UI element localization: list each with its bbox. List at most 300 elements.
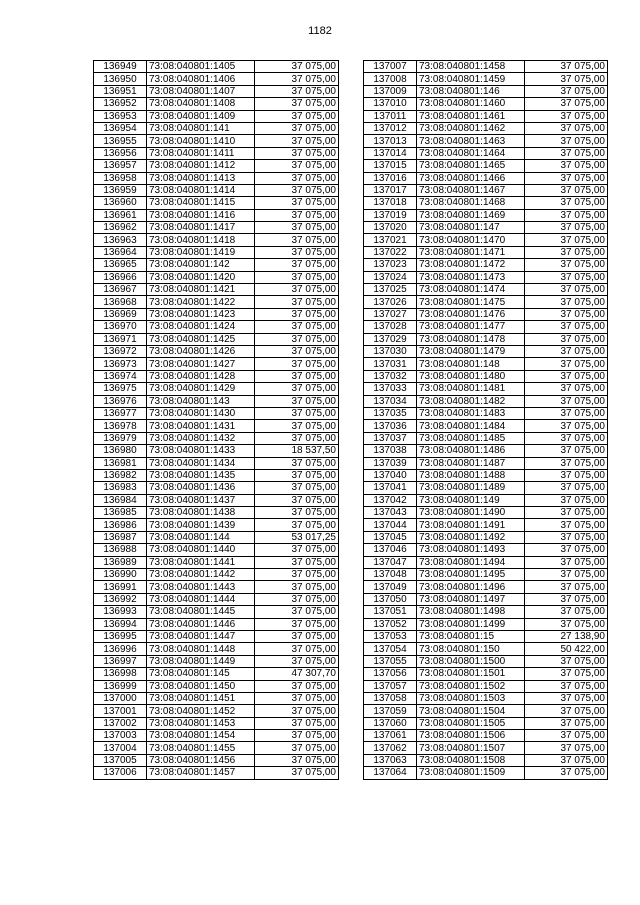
value-cell: 37 075,00 — [525, 420, 608, 432]
value-cell: 37 075,00 — [525, 606, 608, 618]
value-cell: 37 075,00 — [525, 507, 608, 519]
row-number-cell: 136998 — [94, 668, 147, 680]
value-cell: 37 075,00 — [255, 705, 339, 717]
row-number-cell: 137034 — [364, 395, 417, 407]
cadastral-number-cell: 73:08:040801:1481 — [417, 383, 525, 395]
cadastral-number-cell: 73:08:040801:1473 — [417, 271, 525, 283]
table-row — [364, 420, 608, 432]
table-row — [94, 618, 339, 630]
row-number-cell: 137055 — [364, 655, 417, 667]
row-number-cell: 137000 — [94, 692, 147, 704]
value-cell: 37 075,00 — [525, 147, 608, 159]
cadastral-number-cell: 73:08:040801:1502 — [417, 680, 525, 692]
table-row — [364, 507, 608, 519]
cadastral-number-cell: 73:08:040801:1412 — [147, 160, 255, 172]
table-row — [94, 246, 339, 258]
table-row — [94, 519, 339, 531]
value-cell: 37 075,00 — [525, 705, 608, 717]
row-number-cell: 137027 — [364, 308, 417, 320]
value-cell: 37 075,00 — [525, 531, 608, 543]
row-number-cell: 137005 — [94, 754, 147, 766]
cadastral-number-cell: 73:08:040801:1498 — [417, 606, 525, 618]
value-cell: 37 075,00 — [525, 246, 608, 258]
cadastral-number-cell: 73:08:040801:1486 — [417, 445, 525, 457]
table-row — [364, 284, 608, 296]
table-row — [364, 742, 608, 754]
cadastral-number-cell: 73:08:040801:142 — [147, 259, 255, 271]
value-cell: 37 075,00 — [525, 61, 608, 73]
row-number-cell: 137023 — [364, 259, 417, 271]
row-number-cell: 136960 — [94, 197, 147, 209]
value-cell: 37 075,00 — [525, 73, 608, 85]
cadastral-number-cell: 73:08:040801:1501 — [417, 668, 525, 680]
table-row — [94, 345, 339, 357]
cadastral-number-cell: 73:08:040801:1451 — [147, 692, 255, 704]
page-number: 1182 — [308, 25, 332, 37]
row-number-cell: 137043 — [364, 507, 417, 519]
cadastral-number-cell: 73:08:040801:1509 — [417, 767, 525, 779]
table-row — [94, 383, 339, 395]
value-cell: 37 075,00 — [255, 370, 339, 382]
row-number-cell: 137049 — [364, 581, 417, 593]
value-cell: 37 075,00 — [525, 197, 608, 209]
row-number-cell: 136988 — [94, 544, 147, 556]
table-row — [94, 457, 339, 469]
row-number-cell: 136961 — [94, 209, 147, 221]
cadastral-number-cell: 73:08:040801:1415 — [147, 197, 255, 209]
value-cell: 37 075,00 — [255, 172, 339, 184]
row-number-cell: 137007 — [364, 61, 417, 73]
row-number-cell: 137021 — [364, 234, 417, 246]
table-row — [364, 432, 608, 444]
cadastral-number-cell: 73:08:040801:1496 — [417, 581, 525, 593]
row-number-cell: 137060 — [364, 717, 417, 729]
table-row — [94, 507, 339, 519]
value-cell: 50 422,00 — [525, 643, 608, 655]
cadastral-number-cell: 73:08:040801:1421 — [147, 284, 255, 296]
row-number-cell: 137008 — [364, 73, 417, 85]
table-row — [364, 370, 608, 382]
value-cell: 37 075,00 — [525, 519, 608, 531]
table-row — [364, 482, 608, 494]
cadastral-number-cell: 73:08:040801:1506 — [417, 730, 525, 742]
row-number-cell: 136981 — [94, 457, 147, 469]
cadastral-number-cell: 73:08:040801:1492 — [417, 531, 525, 543]
row-number-cell: 136990 — [94, 569, 147, 581]
table-row — [364, 122, 608, 134]
row-number-cell: 137038 — [364, 445, 417, 457]
table-row — [364, 445, 608, 457]
cadastral-number-cell: 73:08:040801:1474 — [417, 284, 525, 296]
table-row — [94, 85, 339, 97]
cadastral-number-cell: 73:08:040801:1420 — [147, 271, 255, 283]
value-cell: 37 075,00 — [255, 246, 339, 258]
value-cell: 37 075,00 — [525, 767, 608, 779]
value-cell: 37 075,00 — [525, 469, 608, 481]
table-row — [94, 767, 339, 779]
row-number-cell: 136957 — [94, 160, 147, 172]
cadastral-number-cell: 73:08:040801:1497 — [417, 593, 525, 605]
row-number-cell: 137051 — [364, 606, 417, 618]
value-cell: 37 075,00 — [255, 85, 339, 97]
row-number-cell: 136954 — [94, 122, 147, 134]
row-number-cell: 137022 — [364, 246, 417, 258]
value-cell: 37 075,00 — [255, 680, 339, 692]
row-number-cell: 137018 — [364, 197, 417, 209]
table-row — [94, 395, 339, 407]
row-number-cell: 136968 — [94, 296, 147, 308]
value-cell: 37 075,00 — [255, 556, 339, 568]
cadastral-number-cell: 73:08:040801:150 — [417, 643, 525, 655]
cadastral-number-cell: 73:08:040801:146 — [417, 85, 525, 97]
cadastral-number-cell: 73:08:040801:1470 — [417, 234, 525, 246]
row-number-cell: 137012 — [364, 122, 417, 134]
table-row — [94, 321, 339, 333]
table-row — [94, 544, 339, 556]
value-cell: 37 075,00 — [255, 98, 339, 110]
cadastral-number-cell: 73:08:040801:148 — [417, 358, 525, 370]
value-cell: 37 075,00 — [255, 730, 339, 742]
value-cell: 37 075,00 — [255, 569, 339, 581]
cadastral-number-cell: 73:08:040801:1411 — [147, 147, 255, 159]
row-number-cell: 137064 — [364, 767, 417, 779]
cadastral-number-cell: 73:08:040801:147 — [417, 222, 525, 234]
value-cell: 37 075,00 — [255, 618, 339, 630]
row-number-cell: 136975 — [94, 383, 147, 395]
row-number-cell: 137003 — [94, 730, 147, 742]
cadastral-number-cell: 73:08:040801:1453 — [147, 717, 255, 729]
row-number-cell: 137058 — [364, 692, 417, 704]
cadastral-number-cell: 73:08:040801:1461 — [417, 110, 525, 122]
row-number-cell: 137063 — [364, 754, 417, 766]
value-cell: 37 075,00 — [255, 308, 339, 320]
value-cell: 37 075,00 — [525, 308, 608, 320]
value-cell: 37 075,00 — [255, 544, 339, 556]
cadastral-number-cell: 73:08:040801:1426 — [147, 345, 255, 357]
register-table-left — [93, 60, 339, 780]
cadastral-number-cell: 73:08:040801:1475 — [417, 296, 525, 308]
row-number-cell: 136999 — [94, 680, 147, 692]
table-row — [94, 742, 339, 754]
cadastral-number-cell: 73:08:040801:1460 — [417, 98, 525, 110]
row-number-cell: 136980 — [94, 445, 147, 457]
table-row — [364, 494, 608, 506]
row-number-cell: 137014 — [364, 147, 417, 159]
cadastral-number-cell: 73:08:040801:1452 — [147, 705, 255, 717]
cadastral-number-cell: 73:08:040801:1458 — [417, 61, 525, 73]
cadastral-number-cell: 73:08:040801:1504 — [417, 705, 525, 717]
table-row — [364, 668, 608, 680]
value-cell: 37 075,00 — [255, 135, 339, 147]
table-row — [94, 692, 339, 704]
table-row — [94, 717, 339, 729]
cadastral-number-cell: 73:08:040801:1445 — [147, 606, 255, 618]
value-cell: 37 075,00 — [255, 259, 339, 271]
cadastral-number-cell: 73:08:040801:1500 — [417, 655, 525, 667]
value-cell: 37 075,00 — [255, 519, 339, 531]
table-row — [94, 358, 339, 370]
cadastral-number-cell: 73:08:040801:1438 — [147, 507, 255, 519]
value-cell: 37 075,00 — [255, 234, 339, 246]
cadastral-number-cell: 73:08:040801:1478 — [417, 333, 525, 345]
table-row — [94, 754, 339, 766]
table-row — [94, 655, 339, 667]
table-row — [94, 482, 339, 494]
value-cell: 37 075,00 — [525, 184, 608, 196]
table-row — [364, 692, 608, 704]
row-number-cell: 137046 — [364, 544, 417, 556]
row-number-cell: 137057 — [364, 680, 417, 692]
table-row — [364, 358, 608, 370]
table-row — [364, 457, 608, 469]
table-row — [364, 544, 608, 556]
value-cell: 37 075,00 — [525, 407, 608, 419]
cadastral-number-cell: 73:08:040801:1419 — [147, 246, 255, 258]
table-row — [364, 98, 608, 110]
value-cell: 37 075,00 — [255, 742, 339, 754]
row-number-cell: 137011 — [364, 110, 417, 122]
row-number-cell: 136979 — [94, 432, 147, 444]
row-number-cell: 137013 — [364, 135, 417, 147]
table-row — [364, 259, 608, 271]
row-number-cell: 136969 — [94, 308, 147, 320]
table-row — [94, 370, 339, 382]
table-row — [364, 630, 608, 642]
row-number-cell: 136982 — [94, 469, 147, 481]
cadastral-number-cell: 73:08:040801:1476 — [417, 308, 525, 320]
table-row — [94, 197, 339, 209]
row-number-cell: 137004 — [94, 742, 147, 754]
row-number-cell: 136949 — [94, 61, 147, 73]
cadastral-number-cell: 73:08:040801:1491 — [417, 519, 525, 531]
cadastral-number-cell: 73:08:040801:1431 — [147, 420, 255, 432]
table-row — [94, 705, 339, 717]
cadastral-number-cell: 73:08:040801:1422 — [147, 296, 255, 308]
cadastral-number-cell: 73:08:040801:1462 — [417, 122, 525, 134]
table-row — [94, 680, 339, 692]
row-number-cell: 137041 — [364, 482, 417, 494]
value-cell: 37 075,00 — [525, 345, 608, 357]
value-cell: 37 075,00 — [255, 160, 339, 172]
row-number-cell: 136996 — [94, 643, 147, 655]
row-number-cell: 137053 — [364, 630, 417, 642]
table-row — [94, 420, 339, 432]
row-number-cell: 137048 — [364, 569, 417, 581]
value-cell: 37 075,00 — [255, 122, 339, 134]
row-number-cell: 137016 — [364, 172, 417, 184]
row-number-cell: 136963 — [94, 234, 147, 246]
row-number-cell: 136977 — [94, 407, 147, 419]
row-number-cell: 136997 — [94, 655, 147, 667]
table-row — [94, 271, 339, 283]
value-cell: 37 075,00 — [525, 717, 608, 729]
value-cell: 27 138,90 — [525, 630, 608, 642]
cadastral-number-cell: 73:08:040801:1495 — [417, 569, 525, 581]
row-number-cell: 137009 — [364, 85, 417, 97]
cadastral-number-cell: 73:08:040801:1417 — [147, 222, 255, 234]
row-number-cell: 137032 — [364, 370, 417, 382]
cadastral-number-cell: 73:08:040801:1450 — [147, 680, 255, 692]
table-row — [94, 222, 339, 234]
value-cell: 37 075,00 — [525, 668, 608, 680]
table-row — [94, 531, 339, 543]
table-row — [364, 469, 608, 481]
table-row — [94, 569, 339, 581]
table-row — [364, 172, 608, 184]
row-number-cell: 137029 — [364, 333, 417, 345]
row-number-cell: 136952 — [94, 98, 147, 110]
cadastral-number-cell: 73:08:040801:1457 — [147, 767, 255, 779]
cadastral-number-cell: 73:08:040801:1499 — [417, 618, 525, 630]
row-number-cell: 136967 — [94, 284, 147, 296]
table-row — [94, 445, 339, 457]
value-cell: 37 075,00 — [525, 321, 608, 333]
cadastral-number-cell: 73:08:040801:1484 — [417, 420, 525, 432]
cadastral-number-cell: 73:08:040801:1463 — [417, 135, 525, 147]
row-number-cell: 137015 — [364, 160, 417, 172]
value-cell: 37 075,00 — [525, 544, 608, 556]
value-cell: 37 075,00 — [525, 742, 608, 754]
cadastral-number-cell: 73:08:040801:1468 — [417, 197, 525, 209]
row-number-cell: 136976 — [94, 395, 147, 407]
cadastral-number-cell: 73:08:040801:1416 — [147, 209, 255, 221]
cadastral-number-cell: 73:08:040801:1407 — [147, 85, 255, 97]
table-row — [364, 296, 608, 308]
cadastral-number-cell: 73:08:040801:149 — [417, 494, 525, 506]
row-number-cell: 136991 — [94, 581, 147, 593]
value-cell: 37 075,00 — [255, 184, 339, 196]
table-row — [94, 494, 339, 506]
table-row — [364, 271, 608, 283]
value-cell: 37 075,00 — [255, 209, 339, 221]
value-cell: 37 075,00 — [525, 556, 608, 568]
table-row — [94, 556, 339, 568]
value-cell: 37 075,00 — [525, 160, 608, 172]
value-cell: 37 075,00 — [525, 445, 608, 457]
row-number-cell: 136992 — [94, 593, 147, 605]
value-cell: 37 075,00 — [525, 284, 608, 296]
table-row — [94, 209, 339, 221]
value-cell: 37 075,00 — [525, 259, 608, 271]
table-row — [364, 569, 608, 581]
cadastral-number-cell: 73:08:040801:1454 — [147, 730, 255, 742]
cadastral-number-cell: 73:08:040801:1405 — [147, 61, 255, 73]
row-number-cell: 136987 — [94, 531, 147, 543]
table-row — [94, 184, 339, 196]
cadastral-number-cell: 73:08:040801:143 — [147, 395, 255, 407]
table-row — [94, 147, 339, 159]
row-number-cell: 137033 — [364, 383, 417, 395]
table-row — [94, 259, 339, 271]
value-cell: 37 075,00 — [525, 333, 608, 345]
value-cell: 37 075,00 — [255, 655, 339, 667]
cadastral-number-cell: 73:08:040801:1488 — [417, 469, 525, 481]
cadastral-number-cell: 73:08:040801:1406 — [147, 73, 255, 85]
value-cell: 37 075,00 — [525, 234, 608, 246]
cadastral-number-cell: 73:08:040801:1433 — [147, 445, 255, 457]
row-number-cell: 137006 — [94, 767, 147, 779]
value-cell: 37 075,00 — [255, 284, 339, 296]
cadastral-number-cell: 73:08:040801:1456 — [147, 754, 255, 766]
cadastral-number-cell: 73:08:040801:1493 — [417, 544, 525, 556]
cadastral-number-cell: 73:08:040801:1480 — [417, 370, 525, 382]
cadastral-number-cell: 73:08:040801:1465 — [417, 160, 525, 172]
cadastral-number-cell: 73:08:040801:1482 — [417, 395, 525, 407]
value-cell: 37 075,00 — [525, 593, 608, 605]
table-row — [94, 122, 339, 134]
cadastral-number-cell: 73:08:040801:1459 — [417, 73, 525, 85]
value-cell: 37 075,00 — [255, 358, 339, 370]
cadastral-number-cell: 73:08:040801:1479 — [417, 345, 525, 357]
row-number-cell: 136956 — [94, 147, 147, 159]
table-row — [94, 135, 339, 147]
table-row — [364, 717, 608, 729]
value-cell: 37 075,00 — [255, 581, 339, 593]
table-row — [364, 147, 608, 159]
value-cell: 37 075,00 — [525, 680, 608, 692]
row-number-cell: 137050 — [364, 593, 417, 605]
table-row — [364, 754, 608, 766]
cadastral-number-cell: 73:08:040801:1441 — [147, 556, 255, 568]
table-row — [364, 234, 608, 246]
value-cell: 37 075,00 — [255, 593, 339, 605]
value-cell: 37 075,00 — [255, 197, 339, 209]
value-cell: 37 075,00 — [525, 98, 608, 110]
cadastral-number-cell: 73:08:040801:1494 — [417, 556, 525, 568]
value-cell: 37 075,00 — [525, 482, 608, 494]
value-cell: 37 075,00 — [525, 85, 608, 97]
table-row — [364, 246, 608, 258]
cadastral-number-cell: 73:08:040801:1464 — [417, 147, 525, 159]
cadastral-number-cell: 73:08:040801:144 — [147, 531, 255, 543]
table-row — [364, 184, 608, 196]
row-number-cell: 137026 — [364, 296, 417, 308]
row-number-cell: 136953 — [94, 110, 147, 122]
table-row — [364, 73, 608, 85]
cadastral-number-cell: 73:08:040801:1466 — [417, 172, 525, 184]
table-row — [94, 172, 339, 184]
row-number-cell: 137036 — [364, 420, 417, 432]
table-row — [364, 655, 608, 667]
cadastral-number-cell: 73:08:040801:1432 — [147, 432, 255, 444]
row-number-cell: 136965 — [94, 259, 147, 271]
row-number-cell: 136959 — [94, 184, 147, 196]
value-cell: 37 075,00 — [255, 469, 339, 481]
table-row — [94, 432, 339, 444]
table-row — [94, 234, 339, 246]
row-number-cell: 137052 — [364, 618, 417, 630]
table-row — [364, 606, 608, 618]
row-number-cell: 137042 — [364, 494, 417, 506]
cadastral-number-cell: 73:08:040801:1425 — [147, 333, 255, 345]
table-row — [94, 630, 339, 642]
table-row — [94, 308, 339, 320]
table-row — [94, 469, 339, 481]
cadastral-number-cell: 73:08:040801:1429 — [147, 383, 255, 395]
table-row — [94, 284, 339, 296]
value-cell: 37 075,00 — [525, 494, 608, 506]
cadastral-number-cell: 73:08:040801:1409 — [147, 110, 255, 122]
cadastral-number-cell: 73:08:040801:1434 — [147, 457, 255, 469]
cadastral-number-cell: 73:08:040801:1467 — [417, 184, 525, 196]
row-number-cell: 137059 — [364, 705, 417, 717]
row-number-cell: 137017 — [364, 184, 417, 196]
table-row — [364, 345, 608, 357]
table-row — [364, 383, 608, 395]
table-row — [94, 730, 339, 742]
cadastral-number-cell: 73:08:040801:1472 — [417, 259, 525, 271]
table-row — [364, 593, 608, 605]
